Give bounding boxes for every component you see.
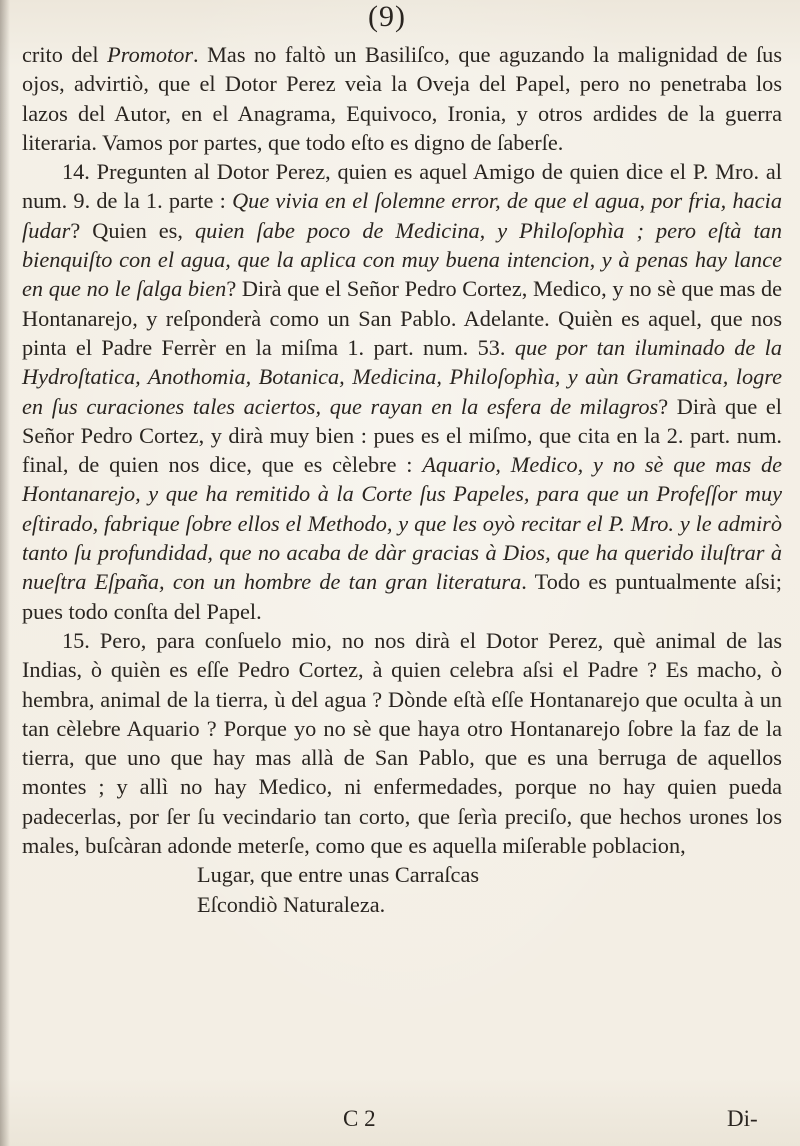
catchword: Di-: [727, 1106, 758, 1131]
verse-line-1: Lugar, que entre unas Carraſcas: [197, 862, 480, 888]
italic-run: Promotor: [107, 42, 194, 67]
text-run: crito del: [22, 42, 108, 67]
text-run: 15. Pero, para conſuelo mio, no nos dirà el Dotor Perez, què animal de las Indias, ò quièn es eſſe Pedro Cortez, à quien celebra aſsi el Padre ? Es macho, ò hembra, animal de la tierra, ù del agua ? Dònde eſtà eſſe Hontanarejo que oculta à un tan cèlebre Aquario ? Porque yo no sè que haya otro Hontanarejo ſobre la faz de la tierra, que uno que hay mas allà de San Pablo, que es una berruga de aquellos montes ; y allì no hay Medico, ni enfermedades, porque no hay quien pueda padecerlas, por ſer ſu vecindario tan corto, que ſerìa preciſo, que hechos urones los males, buſcàran adonde meterſe, como que es aquella miſerable poblacion,: [22, 627, 782, 859]
italic-run: quien ſabe poco de Medicina, y Philoſophìa ; pero eſtà tan bienquiſto con el agua, que la aplica con muy buena intencion, y à penas hay lance en que no le ſalga bien: [22, 217, 782, 302]
italic-run: que por tan iluminado de la Hydroſtatica, Anothomia, Botanica, Medicina, Philoſophìa, y aùn Gramatica, logre en ſus curaciones tales aciertos, que rayan en la esfera de milagros: [22, 334, 782, 419]
body-text: [22, 40, 782, 919]
italic-run: Que vivia en el ſolemne error, de que el agua, por fria, hacia ſudar: [22, 188, 782, 243]
italic-run: Aquario, Medico, y no sè que mas de Hontanarejo, y que ha remitido à la Corte ſus Papeles, para que un Profeſſor muy eſtirado, fabrique ſobre ellos el Methodo, y que les oyò recitar el P. Mro. y le admirò tanto ſu profundidad, que no acaba de dàr gracias à Dios, que ha querido iluſtrar à nueſtra Eſpaña, con un hombre de tan gran literatura: [22, 452, 783, 595]
text-run: ? Quien es,: [70, 217, 195, 243]
paragraph-14: [22, 157, 782, 626]
verse-line-2: Eſcondiò Naturaleza.: [197, 891, 386, 917]
text-run: . Todo es puntualmente aſsi; pues todo conſta del Papel.: [22, 569, 782, 624]
text-run: ? Dirà que el Señor Pedro Cortez, y dirà muy bien : pues es el miſmo, que cita en la 2. part. num. final, de quien nos dice, que es cèlebre :: [22, 393, 782, 478]
page-number: (9): [368, 0, 406, 33]
text-run: . Mas no faltò un Basiliſco, que aguzando la malignidad de ſus ojos, advirtiò, que el Dotor Perez veìa la Oveja del Papel, pero no penetraba los lazos del Autor, en el Anagrama, Equivoco, Ironia, y otros ardides de la guerra literaria. Vamos por partes, que todo eſto es digno de ſaberſe.: [22, 42, 782, 155]
paragraph-15: [22, 626, 782, 860]
signature-mark: C 2: [343, 1106, 376, 1131]
text-run: ? Dirà que el Señor Pedro Cortez, Medico, y no sè que mas de Hontanarejo, y reſponderà como un San Pablo. Adelante. Quièn es aquel, que nos pinta el Padre Ferrèr en la miſma 1. part. num. 53.: [22, 276, 782, 360]
binding-shadow: [0, 0, 10, 1146]
text-run: 14. Pregunten al Dotor Perez, quien es aquel Amigo de quien dice el P. Mro. al num. 9. de la 1. parte :: [22, 159, 782, 214]
paragraph-1: [22, 40, 782, 157]
